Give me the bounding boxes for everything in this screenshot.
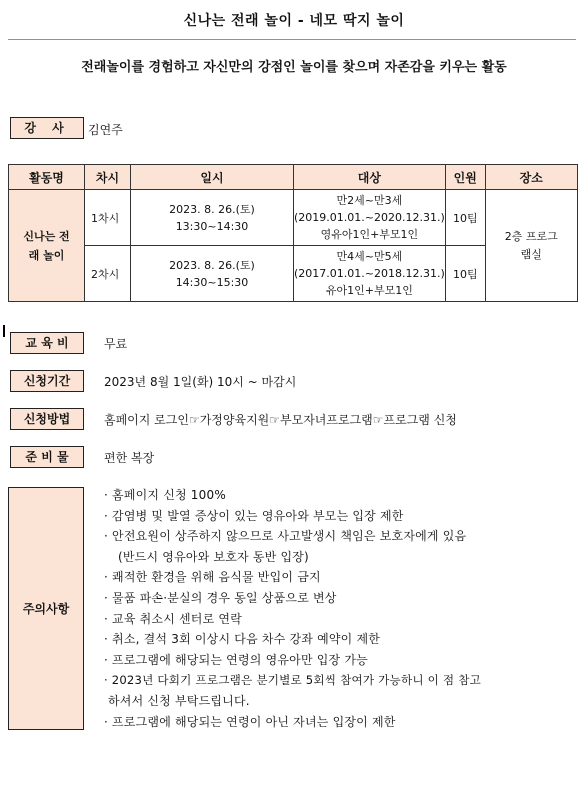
- list-item: · 감염병 및 발열 증상이 있는 영유아와 부모는 입장 제한: [104, 508, 404, 523]
- session-cell: 1차시: [85, 190, 131, 246]
- period-label: 신청기간: [10, 370, 84, 392]
- target-who: 영유아1인+부모1인: [320, 228, 419, 241]
- target-cell: [294, 190, 446, 246]
- instructor-name: 김연주: [88, 123, 123, 137]
- notes-label: 주의사항: [8, 487, 84, 730]
- page-title: 신나는 전래 놀이 - 네모 딱지 놀이: [183, 13, 405, 29]
- prep-label: 준 비 물: [10, 446, 84, 468]
- session-cell: 2차시: [85, 246, 131, 302]
- target-birth: (2019.01.01.~2020.12.31.): [294, 211, 445, 224]
- activity-name: 신나는 전래 놀이: [9, 190, 85, 302]
- session-date: 2023. 8. 26.(토): [169, 202, 255, 216]
- list-item: · 물품 파손·분실의 경우 동일 상품으로 변상: [104, 590, 337, 605]
- session-date: 2023. 8. 26.(토): [169, 258, 255, 272]
- list-item: · 프로그램에 해당되는 연령의 영유아만 입장 가능: [104, 652, 368, 667]
- target-age: 만4세~만5세: [336, 250, 403, 263]
- table-row: [9, 190, 578, 246]
- header-count: 인원: [445, 165, 485, 190]
- prep-value: 편한 복장: [104, 451, 155, 465]
- target-age: 만2세~만3세: [336, 194, 403, 207]
- header-venue: 장소: [485, 165, 577, 190]
- count-cell: 10팀: [445, 190, 485, 246]
- page-subtitle: 전래놀이를 경험하고 자신만의 강점인 놀이를 찾으며 자존감을 키우는 활동: [81, 60, 507, 75]
- fee-value: 무료: [104, 337, 128, 351]
- method-value: 홈페이지 로그인☞가정양육지원☞부모자녀프로그램☞프로그램 신청: [104, 413, 457, 427]
- list-item: · 쾌적한 환경을 위해 음식물 반입이 금지: [104, 570, 321, 585]
- datetime-cell: [131, 190, 294, 246]
- target-who: 유아1인+부모1인: [325, 284, 413, 297]
- header-session: 차시: [85, 165, 131, 190]
- list-item: · 홈페이지 신청 100%: [104, 488, 226, 502]
- session-time: 14:30~15:30: [175, 275, 249, 289]
- list-item: · 2023년 다회기 프로그램은 분기별로 5회씩 참여가 가능하니 이 점 참고: [104, 673, 482, 688]
- target-birth: (2017.01.01.~2018.12.31.): [294, 267, 445, 280]
- list-item: · 안전요원이 상주하지 않으므로 사고발생시 책임은 보호자에게 있음: [104, 529, 467, 544]
- header-activity: 활동명: [9, 165, 85, 190]
- count-cell: 10팀: [445, 246, 485, 302]
- venue-cell: 2층 프로그램실: [485, 190, 577, 302]
- notes-list: [104, 485, 564, 732]
- instructor-label: 강 사: [10, 117, 84, 139]
- fee-label: 교 육 비: [10, 332, 84, 354]
- session-time: 13:30~14:30: [175, 219, 249, 233]
- header-datetime: 일시: [131, 165, 294, 190]
- list-item: · 프로그램에 해당되는 연령이 아닌 자녀는 입장이 제한: [104, 714, 396, 729]
- list-item: (반드시 영유아와 보호자 동반 입장): [118, 549, 309, 564]
- list-item: · 취소, 결석 3회 이상시 다음 차수 강좌 예약이 제한: [104, 632, 381, 647]
- list-item: · 교육 취소시 센터로 연락: [104, 611, 242, 626]
- title-divider: [8, 39, 576, 40]
- schedule-table: [8, 164, 578, 302]
- list-item: 하셔서 신청 부탁드립니다.: [108, 693, 250, 708]
- method-label: 신청방법: [10, 408, 84, 430]
- datetime-cell: [131, 246, 294, 302]
- period-value: 2023년 8월 1일(화) 10시 ~ 마감시: [104, 375, 297, 389]
- header-target: 대상: [294, 165, 446, 190]
- schedule-header-row: [9, 165, 578, 190]
- margin-marker: [3, 325, 5, 337]
- target-cell: [294, 246, 446, 302]
